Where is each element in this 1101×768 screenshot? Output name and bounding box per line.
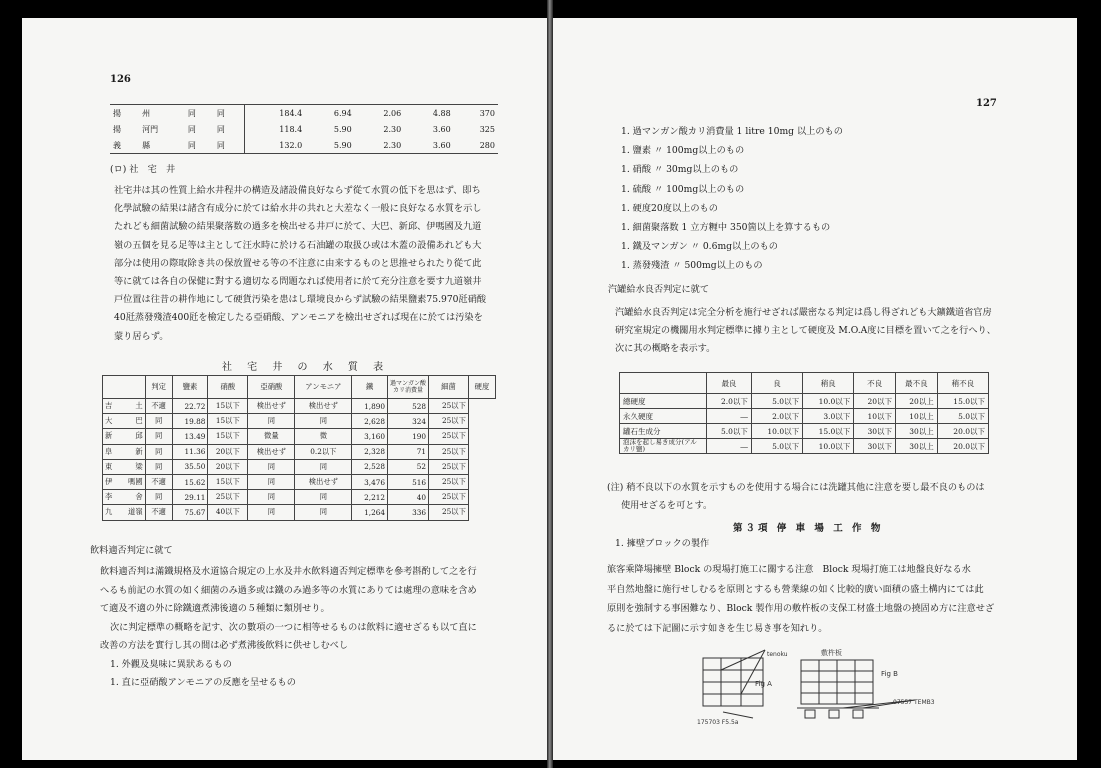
table-cell: 東 xyxy=(103,459,119,474)
table-cell: 大 xyxy=(103,414,119,429)
table-cell: 3,160 xyxy=(352,429,388,444)
table-cell: 75.67 xyxy=(172,505,208,520)
table-cell: ― xyxy=(707,409,752,424)
criteria-list xyxy=(621,122,843,276)
paragraph-line: 平自然地盤に施行せしむるを原則とするも營業線の如く比較的廣い面積の盛土構内にては此 xyxy=(607,583,984,595)
table-row xyxy=(103,399,496,414)
table-cell: 10以下 xyxy=(854,409,896,424)
table-cell: 25以下 xyxy=(429,474,469,489)
table-cell: 嗎國 xyxy=(119,474,145,489)
table-cell: 河門 xyxy=(142,124,159,134)
table-cell: 190 xyxy=(388,429,429,444)
table-cell: 325 xyxy=(479,124,495,134)
subsection-heading: (ロ) 社 宅 井 xyxy=(110,164,176,175)
table-cell: 10.0以下 xyxy=(751,424,802,439)
fig-right-label: 07557 TEMB3 xyxy=(893,699,935,706)
table-header-cell: 不良 xyxy=(854,373,896,394)
table-cell: 縣 xyxy=(142,140,151,150)
fig-left-label: tenoku xyxy=(767,651,788,658)
paragraph-line: 部分は使用の際取除き共の保放置せる等の不注意に由来するものと思推せられたり從て此 xyxy=(114,257,482,269)
table-cell: 同 xyxy=(187,140,196,150)
table-cell: 3,476 xyxy=(352,474,388,489)
table-row xyxy=(103,429,496,444)
table-cell: 2.30 xyxy=(383,140,402,150)
table-cell: 2,212 xyxy=(352,490,388,505)
table-row xyxy=(103,490,496,505)
top-table xyxy=(110,104,498,154)
table-cell: 184.4 xyxy=(279,108,303,118)
table-cell: 280 xyxy=(479,140,495,150)
paragraph-line: 旅客乘降場擁壁 Block の現場打施工に關する注意 Block 現場打施工は地盤良好なる水 xyxy=(607,564,971,575)
table-cell: 検出せず xyxy=(295,399,352,414)
paragraph-line: 化學試驗の結果は諸含有成分に於ては給水井の共れと大差なく一般に良好なる水質を示し xyxy=(114,203,482,215)
table-header-cell: 稍不良 xyxy=(937,373,988,394)
paragraph-line: 嶺の五個を見る足等は主として汪水時に於ける石油罐の取扱ひ或は木蓋の設備あれども大 xyxy=(114,239,482,251)
paragraph-line: 次に其の概略を表示す。 xyxy=(615,343,716,354)
table-cell: 25以下 xyxy=(429,399,469,414)
table-cell: 揚 xyxy=(113,108,121,118)
table-cell: 5.0以下 xyxy=(751,394,802,409)
table-cell: 5.90 xyxy=(333,140,352,150)
table-cell: 20以下 xyxy=(208,459,248,474)
table-header-cell: 良 xyxy=(751,373,802,394)
table-cell: 40以下 xyxy=(208,505,248,520)
table-cell: 4.88 xyxy=(432,108,451,118)
criteria-item: 1. 鹽素 〃 100mg以上のもの xyxy=(621,145,745,157)
table-cell: 同 xyxy=(145,490,172,505)
note-line: 使用せざるを可とす。 xyxy=(621,500,713,511)
table-row xyxy=(103,459,496,474)
table-cell: 舍 xyxy=(119,490,145,505)
table-cell: 同 xyxy=(295,505,352,520)
table-cell: 永久硬度 xyxy=(620,409,707,424)
criteria-item: 1. 外觀及臭味に異狀あるもの xyxy=(110,658,232,670)
boiler-paragraph xyxy=(615,304,996,358)
table-cell: 微量 xyxy=(248,429,295,444)
table-cell: 6.94 xyxy=(333,108,352,118)
table-header-cell: 判定 xyxy=(145,376,172,399)
table-cell: 新 xyxy=(119,444,145,459)
table-row xyxy=(620,409,989,424)
table-cell: 2.0以下 xyxy=(751,409,802,424)
boiler-heading: 汽罐給水良否判定に就て xyxy=(608,284,710,295)
table-cell: 吉 xyxy=(103,399,119,414)
table-cell: 同 xyxy=(145,444,172,459)
drinking-heading: 飲料適否判定に就て xyxy=(90,545,173,556)
table-cell: 泡沫を起し易き成分(アルカリ鹽) xyxy=(620,439,707,454)
table-header-cell: 過マンガン酸カリ消費量 xyxy=(388,376,429,399)
paragraph-line: 次に判定標準の概略を記す、次の數項の一つに相等せるものは飲料に適せざるも以て直に xyxy=(110,621,477,633)
table-cell: 九 xyxy=(103,505,119,520)
table-cell: 2,528 xyxy=(352,459,388,474)
table-header-cell: 最不良 xyxy=(896,373,938,394)
table-cell: 15以下 xyxy=(208,414,248,429)
table-row xyxy=(103,444,496,459)
table-cell: 李 xyxy=(103,490,119,505)
table-cell: 同 xyxy=(248,490,295,505)
table-cell: 71 xyxy=(388,444,429,459)
table-row xyxy=(110,105,498,122)
paragraph-line: たれども細菌試驗の結果聚落数の過多を検出せる井戸に於て、大巴、新邱、伊嗎國及九道 xyxy=(114,221,482,233)
table-cell: 検出せず xyxy=(248,444,295,459)
table-cell: 2,628 xyxy=(352,414,388,429)
paragraph-line: 等に就ては各自の保健に對する適切なる問題なれば使用者に於て充分注意を要す九道嶺井 xyxy=(114,276,482,288)
table-cell: 同 xyxy=(295,414,352,429)
paragraph-line: て適及不適の外に除鐵適煮沸後適の５種類に類別せり。 xyxy=(100,603,330,614)
fig-top-label: 敷杵板 xyxy=(821,649,842,657)
table-cell: 5.0以下 xyxy=(937,409,988,424)
table-row xyxy=(103,414,496,429)
table-cell: 22.72 xyxy=(172,399,208,414)
table-cell: 2.06 xyxy=(383,108,402,118)
paragraph xyxy=(114,182,514,346)
table-cell: 5.0以下 xyxy=(751,439,802,454)
table-header-cell: 亞硝酸 xyxy=(248,376,295,399)
paragraph-line: 戸位置は往昔の耕作地にして硬貨汚染を患はし環境良からず試驗の結果鹽素75.970瓩硝酸 xyxy=(114,294,487,306)
table-cell: 州 xyxy=(142,108,151,118)
table-cell: 1,890 xyxy=(352,399,388,414)
table-cell: 15以下 xyxy=(208,429,248,444)
table-row xyxy=(620,439,989,454)
paragraph-line: 研究室規定の機關用水判定標準に據り主として硬度及 M.O.A度に目標を置いて之を行へり、 xyxy=(615,325,996,336)
table-cell: 同 xyxy=(295,459,352,474)
table-cell: 30以下 xyxy=(854,439,896,454)
table-cell: 10以上 xyxy=(896,409,938,424)
paragraph-line: 飲料適否判は滿鐵規格及水道協合規定の上水及井水飲料適否判定標準を參考斟酌して之を行 xyxy=(100,566,477,577)
table-cell: 不適 xyxy=(145,505,172,520)
table-cell: 同 xyxy=(145,414,172,429)
table-cell: 同 xyxy=(187,124,196,134)
criteria-item: 1. 硝酸 〃 30mg以上のもの xyxy=(621,164,739,176)
table-cell: 検出せず xyxy=(248,399,295,414)
table-cell: 20以上 xyxy=(896,394,938,409)
table-cell: 新 xyxy=(103,429,119,444)
table-cell: 15以下 xyxy=(208,474,248,489)
table-cell: 15.62 xyxy=(172,474,208,489)
table-cell: 同 xyxy=(248,459,295,474)
table-cell: 罐石生成分 xyxy=(620,424,707,439)
table-header-cell: 鐵 xyxy=(352,376,388,399)
note-line: (注) 稍不良以下の水質を示すものを使用する場合には洗罐其他に注意を要し最不良のものは xyxy=(607,482,985,493)
table-cell: 總硬度 xyxy=(620,394,707,409)
boiler-grade-table xyxy=(619,372,989,454)
table-cell: 3.0以下 xyxy=(803,409,854,424)
table-header-cell: 細菌 xyxy=(429,376,469,399)
table-cell: 2.0以下 xyxy=(707,394,752,409)
paragraph-line: へるも前記の水質の如く細菌のみ過多或は鐵のみ過多等の水質にありては處理の意味を含め xyxy=(100,584,477,596)
table-cell: 同 xyxy=(248,505,295,520)
table-cell: 29.11 xyxy=(172,490,208,505)
table-cell: 検出せず xyxy=(295,474,352,489)
table-cell: 2.30 xyxy=(383,124,402,134)
table-cell: 不適 xyxy=(145,399,172,414)
table-cell: 118.4 xyxy=(279,124,303,134)
table-cell: 巴 xyxy=(119,414,145,429)
paragraph-line: 改善の方法を實行し其の間は必ず煮沸後飲料に供せしむべし xyxy=(100,640,349,651)
water-table-title: 社 宅 井 の 水 質 表 xyxy=(222,362,390,373)
table-cell: 516 xyxy=(388,474,429,489)
right-page xyxy=(553,18,1077,760)
table-row xyxy=(103,505,496,520)
table-cell: 25以下 xyxy=(429,444,469,459)
fig-a-label: Fig A xyxy=(755,680,772,688)
table-cell: 1,264 xyxy=(352,505,388,520)
table-cell: 同 xyxy=(145,429,172,444)
table-row xyxy=(620,424,989,439)
table-cell: 336 xyxy=(388,505,429,520)
table-cell: 不適 xyxy=(145,474,172,489)
table-header-cell: 硬度 xyxy=(468,376,495,399)
table-cell: 25以下 xyxy=(429,429,469,444)
criteria-item: 1. 細菌聚落数 1 立方糎中 350箇以上を算するもの xyxy=(621,222,831,234)
section-heading: 第３項 停 車 場 工 作 物 xyxy=(733,523,884,534)
table-cell: 同 xyxy=(214,137,244,154)
table-cell: 義 xyxy=(113,140,121,150)
table-cell: 15.0以下 xyxy=(803,424,854,439)
table-cell: 25以下 xyxy=(208,490,248,505)
table-cell: 微 xyxy=(295,429,352,444)
table-cell: 25以下 xyxy=(429,414,469,429)
table-cell: 阜 xyxy=(103,444,119,459)
table-cell: 土 xyxy=(119,399,145,414)
paragraph-line: 原則を強制する事困難なり、Block 製作用の敷杵板の支保工材盛土地盤の撓固め方に注意せざ xyxy=(607,603,995,614)
table-cell: 同 xyxy=(214,105,244,122)
table-cell: 同 xyxy=(145,459,172,474)
page-number: 127 xyxy=(976,98,997,109)
block-figure xyxy=(693,646,1053,736)
table-cell: 3.60 xyxy=(432,140,451,150)
criteria-item: 1. 鐵及マンガン 〃 0.6mg以上のもの xyxy=(621,241,778,253)
table-cell: 19.88 xyxy=(172,414,208,429)
table-cell: 同 xyxy=(295,490,352,505)
paragraph-line: 汽罐給水良否判定は完全分析を施行せざれば嚴密なる判定は爲し得ざれども大鑛鐵道省官房 xyxy=(615,307,992,318)
table-header-cell: 最良 xyxy=(707,373,752,394)
table-cell: 2,328 xyxy=(352,444,388,459)
fig-bottom-label: 175703 F5.5a xyxy=(697,719,739,726)
paragraph-line: 蒙り居らず。 xyxy=(114,330,169,342)
table-cell: 25以下 xyxy=(429,459,469,474)
table-cell: 370 xyxy=(479,108,495,118)
paragraph-line: 社宅井は其の性質上給水井程井の構造及諸設備良好ならず從て水質の低下を思はず、即ち xyxy=(114,185,481,196)
drinking-paragraph xyxy=(100,563,477,693)
table-cell: 52 xyxy=(388,459,429,474)
page-number: 126 xyxy=(110,74,131,85)
table-cell: 道嶺 xyxy=(119,505,145,520)
table-row xyxy=(110,137,498,154)
table-cell: 11.36 xyxy=(172,444,208,459)
table-cell: 同 xyxy=(248,414,295,429)
table-cell: 梁 xyxy=(119,459,145,474)
table-cell: 30以上 xyxy=(896,439,938,454)
table-cell: 15以下 xyxy=(208,399,248,414)
subsection-heading: 1. 擁壁ブロックの製作 xyxy=(615,538,710,549)
table-cell: 35.50 xyxy=(172,459,208,474)
water-quality-table xyxy=(102,375,496,521)
table-cell: 5.90 xyxy=(333,124,352,134)
table-cell: 528 xyxy=(388,399,429,414)
table-cell: 20.0以下 xyxy=(937,424,988,439)
table-header-cell: 鹽素 xyxy=(172,376,208,399)
table-header-cell: 硝酸 xyxy=(208,376,248,399)
table-cell: 20.0以下 xyxy=(937,439,988,454)
table-row xyxy=(103,474,496,489)
criteria-item: 1. 蒸發殘渣 〃 500mg以上のもの xyxy=(621,260,763,272)
table-cell: 20以下 xyxy=(208,444,248,459)
table-cell: 132.0 xyxy=(279,140,303,150)
table-cell: 25以下 xyxy=(429,505,469,520)
table-cell: 邱 xyxy=(119,429,145,444)
paragraph-line: るに於ては下記圖に示す如きを生じ易き事を知れり。 xyxy=(607,622,828,634)
table-cell: 0.2以下 xyxy=(295,444,352,459)
table-cell: 同 xyxy=(187,108,196,118)
table-cell: 13.49 xyxy=(172,429,208,444)
note xyxy=(607,479,985,515)
table-cell: 30以下 xyxy=(854,424,896,439)
table-row xyxy=(620,394,989,409)
table-cell: 3.60 xyxy=(432,124,451,134)
table-cell: 20以下 xyxy=(854,394,896,409)
table-header-cell: 稍良 xyxy=(803,373,854,394)
table-row xyxy=(110,121,498,137)
table-header-cell: アンモニア xyxy=(295,376,352,399)
table-cell: ― xyxy=(707,439,752,454)
table-cell: 25以下 xyxy=(429,490,469,505)
table-header-cell xyxy=(620,373,707,394)
table-cell: 40 xyxy=(388,490,429,505)
criteria-item: 1. 硬度20度以上のもの xyxy=(621,202,718,214)
table-cell: 30以上 xyxy=(896,424,938,439)
criteria-item: 1. 硫酸 〃 100mg以上のもの xyxy=(621,183,745,195)
paragraph-line: 40瓩蒸發殘渣400瓩を檢定したる亞硝酸、アンモニアを檢出せざれば現在に於ては汚染を xyxy=(114,312,483,324)
criteria-item: 1. 過マンガン酸カリ消費量 1 litre 10mg 以上のもの xyxy=(621,126,843,137)
table-cell: 伊 xyxy=(103,474,119,489)
table-cell: 揚 xyxy=(113,124,121,134)
table-cell: 同 xyxy=(214,121,244,137)
table-cell: 同 xyxy=(248,474,295,489)
table-cell: 10.0以下 xyxy=(803,439,854,454)
fig-b-label: Fig B xyxy=(881,670,898,678)
block-paragraph xyxy=(607,560,994,638)
criteria-item: 1. 直に亞硝酸アンモニアの反應を呈せるもの xyxy=(110,677,296,688)
table-header-cell xyxy=(103,376,146,399)
table-cell: 324 xyxy=(388,414,429,429)
left-page xyxy=(22,18,547,760)
table-cell: 5.0以下 xyxy=(707,424,752,439)
table-cell: 10.0以下 xyxy=(803,394,854,409)
table-cell: 15.0以下 xyxy=(937,394,988,409)
